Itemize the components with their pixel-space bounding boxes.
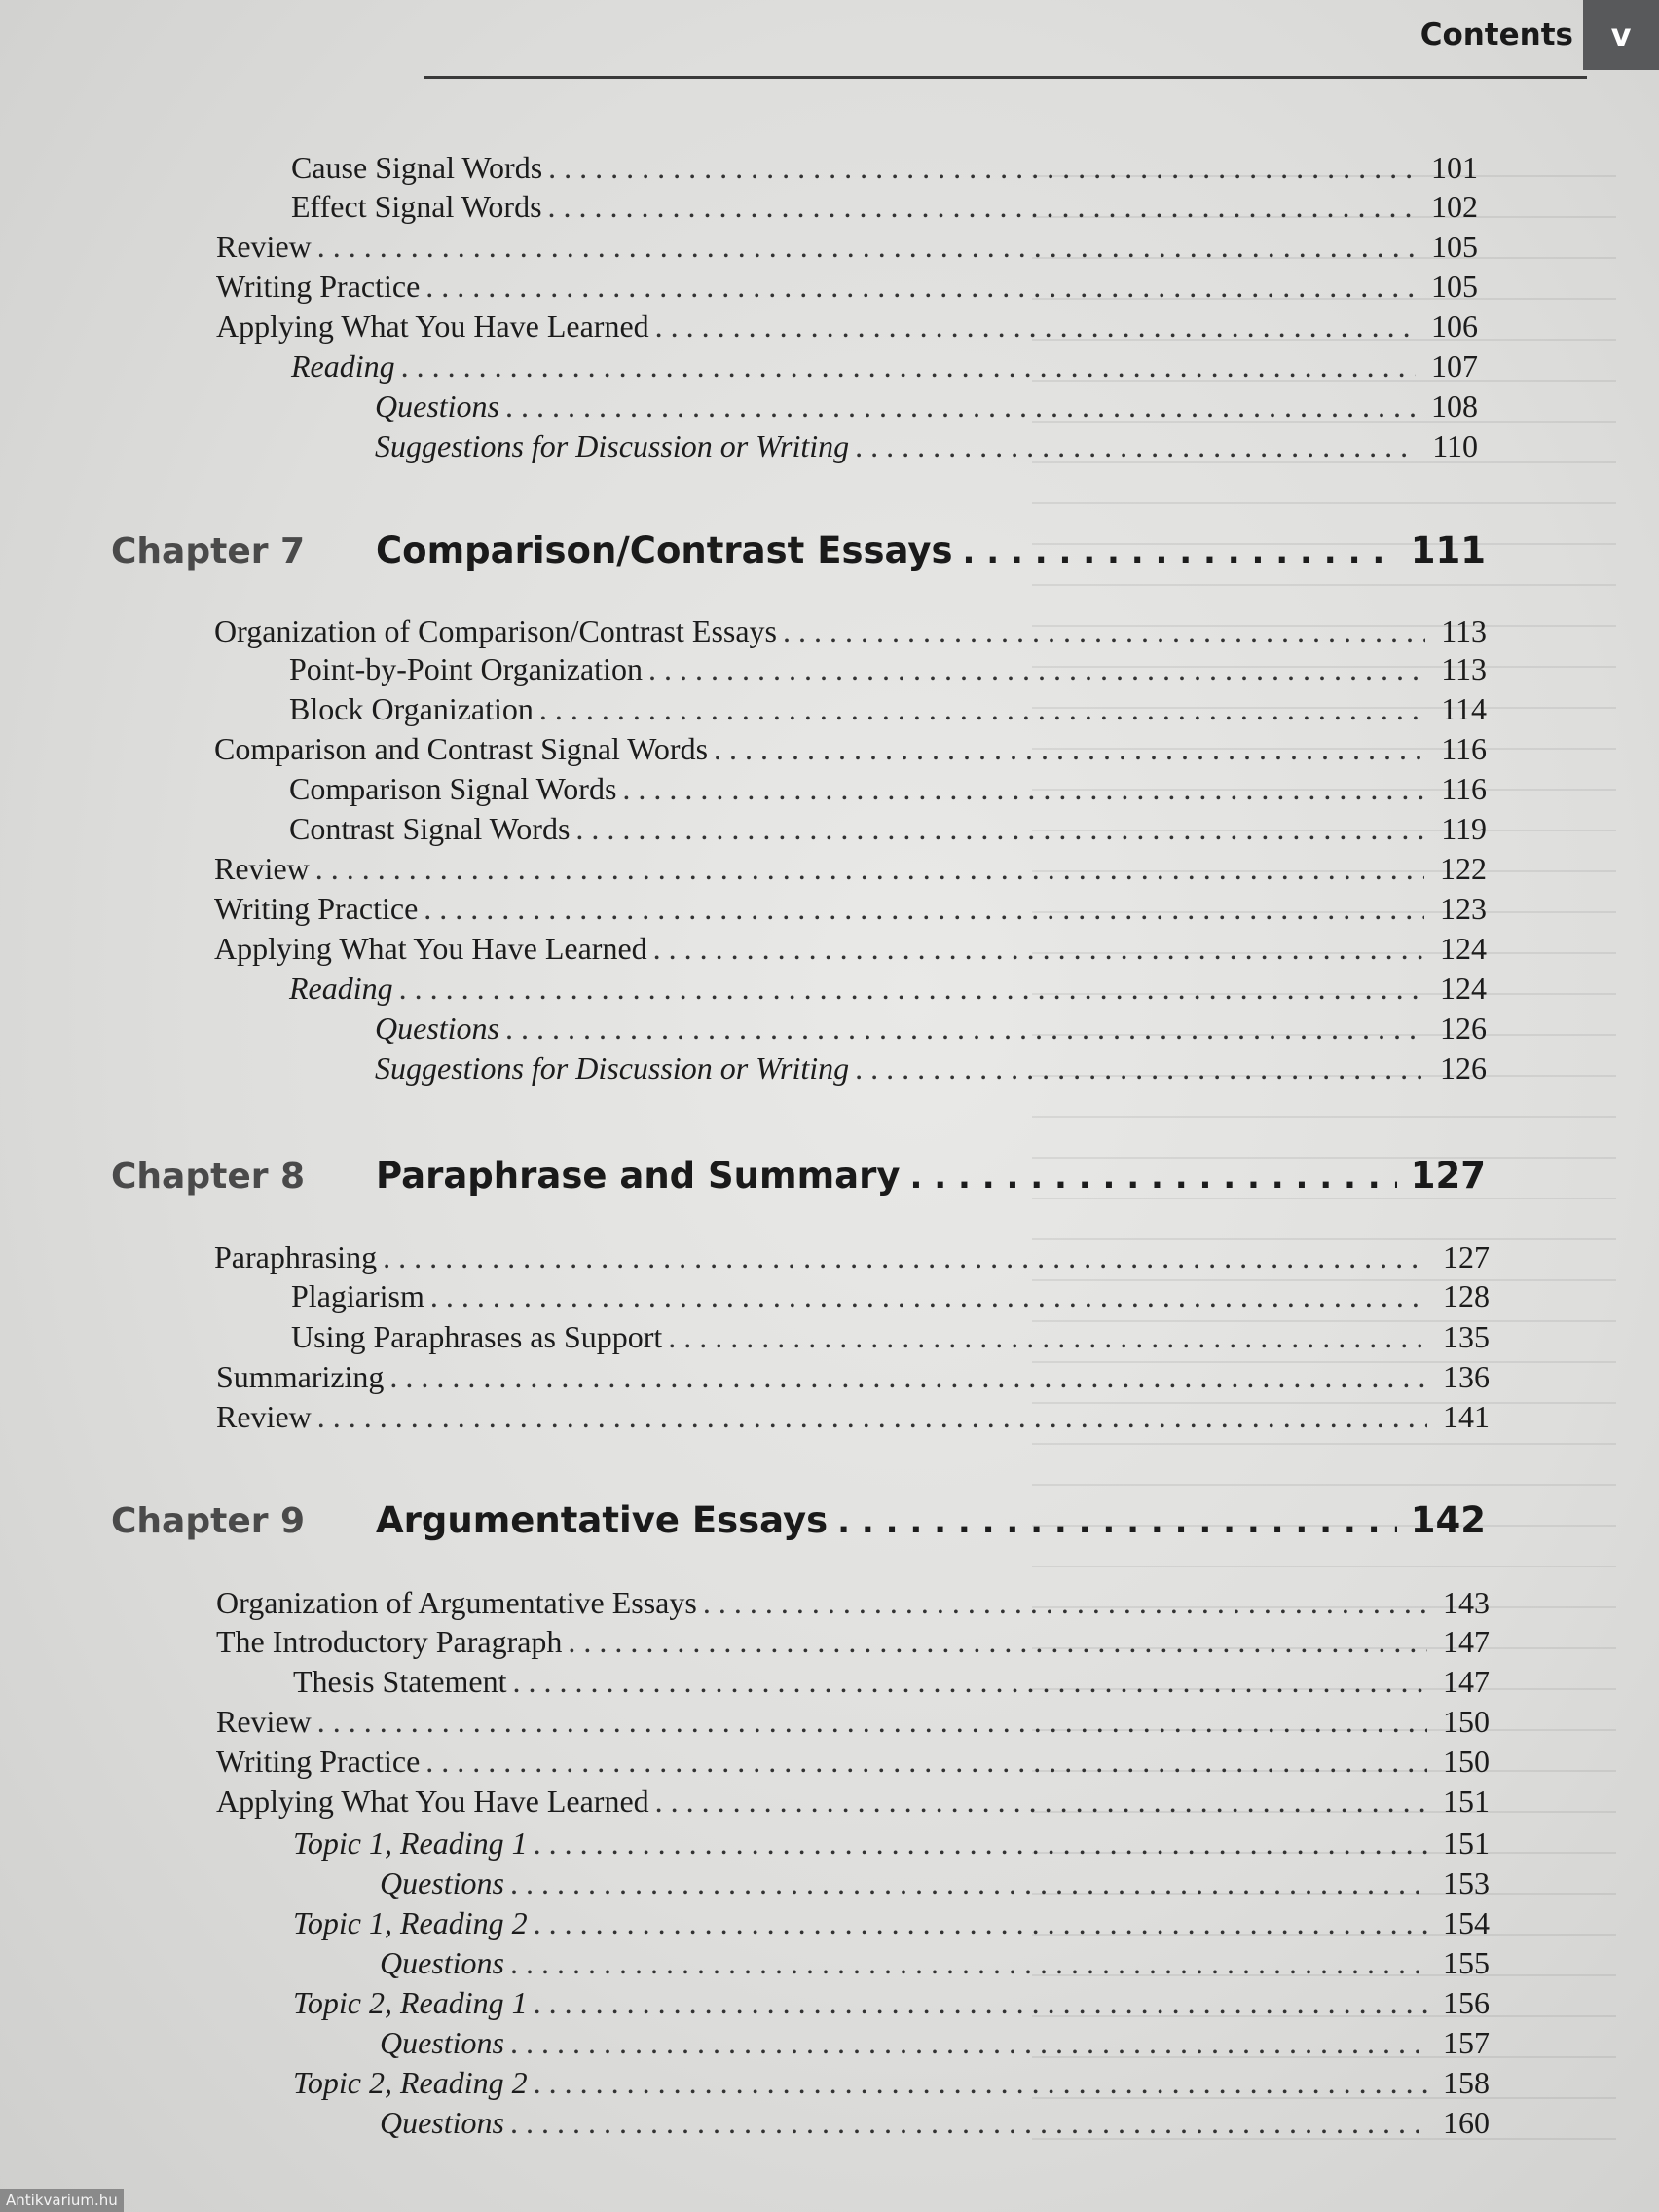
toc-entry: Questions . . . 126 <box>375 1011 1487 1047</box>
toc-entry: Review . . . 122 <box>214 851 1487 887</box>
toc-entry: Using Paraphrases as Support . . . 135 <box>291 1319 1490 1355</box>
toc-entry: Block Organization . . . 114 <box>289 691 1487 727</box>
toc-entry: Topic 2, Reading 2 . . . 158 <box>293 2065 1490 2101</box>
chapter-heading: Chapter 9 Argumentative Essays . . . 142 <box>111 1499 1486 1541</box>
chapter-heading: Chapter 7 Comparison/Contrast Essays . . . 111 <box>111 530 1486 571</box>
toc-entry: Review . . . 141 <box>216 1399 1490 1435</box>
toc-entry: Review . . . 105 <box>216 229 1478 265</box>
toc-entry: Questions . . . 155 <box>380 1945 1490 1981</box>
toc-entry: Writing Practice . . . 105 <box>216 269 1478 305</box>
toc-entry: Effect Signal Words . . . 102 <box>291 189 1478 225</box>
toc-entry: Questions . . . 153 <box>380 1865 1490 1901</box>
toc-entry: The Introductory Paragraph . . . 147 <box>216 1624 1490 1660</box>
toc-entry: Review . . . 150 <box>216 1704 1490 1740</box>
toc-entry: Topic 1, Reading 2 . . . 154 <box>293 1905 1490 1941</box>
running-head: Contents <box>1419 18 1573 53</box>
toc-entry: Point-by-Point Organization . . . 113 <box>289 651 1487 687</box>
toc-entry: Suggestions for Discussion or Writing . . . 110 <box>375 428 1478 464</box>
toc-entry: Suggestions for Discussion or Writing . . . 126 <box>375 1051 1487 1087</box>
page-number-box: v <box>1583 0 1659 70</box>
toc-entry: Summarizing . . . 136 <box>216 1359 1490 1395</box>
chapter-heading: Chapter 8 Paraphrase and Summary . . . 127 <box>111 1155 1486 1197</box>
toc-entry: Paraphrasing . . . 127 <box>214 1239 1490 1275</box>
toc-entry: Writing Practice . . . 150 <box>216 1744 1490 1780</box>
watermark: Antikvarium.hu <box>0 2189 124 2212</box>
toc-entry: Cause Signal Words . . . 101 <box>291 150 1478 186</box>
toc-entry: Writing Practice . . . 123 <box>214 891 1487 927</box>
toc-entry: Applying What You Have Learned . . . 151 <box>216 1784 1490 1820</box>
page-header <box>0 0 1659 72</box>
toc-entry: Reading . . . 124 <box>289 971 1487 1007</box>
toc-entry: Applying What You Have Learned . . . 106 <box>216 309 1478 345</box>
toc-entry: Questions . . . 157 <box>380 2025 1490 2061</box>
toc-entry: Plagiarism . . . 128 <box>291 1278 1490 1314</box>
toc-entry: Comparison Signal Words . . . 116 <box>289 771 1487 807</box>
toc-entry: Thesis Statement . . . 147 <box>293 1664 1490 1700</box>
toc-entry: Comparison and Contrast Signal Words . . . 116 <box>214 731 1487 767</box>
toc-entry: Contrast Signal Words . . . 119 <box>289 811 1487 847</box>
toc-entry: Topic 2, Reading 1 . . . 156 <box>293 1985 1490 2021</box>
toc-entry: Reading . . . 107 <box>291 349 1478 385</box>
toc-entry: Applying What You Have Learned . . . 124 <box>214 931 1487 967</box>
toc-entry: Questions . . . 108 <box>375 388 1478 424</box>
toc-entry: Organization of Comparison/Contrast Essays . . . 113 <box>214 613 1487 649</box>
toc-entry: Organization of Argumentative Essays . . . 143 <box>216 1585 1490 1621</box>
toc-entry: Topic 1, Reading 1 . . . 151 <box>293 1825 1490 1862</box>
toc-entry: Questions . . . 160 <box>380 2105 1490 2141</box>
header-rule <box>424 76 1587 79</box>
